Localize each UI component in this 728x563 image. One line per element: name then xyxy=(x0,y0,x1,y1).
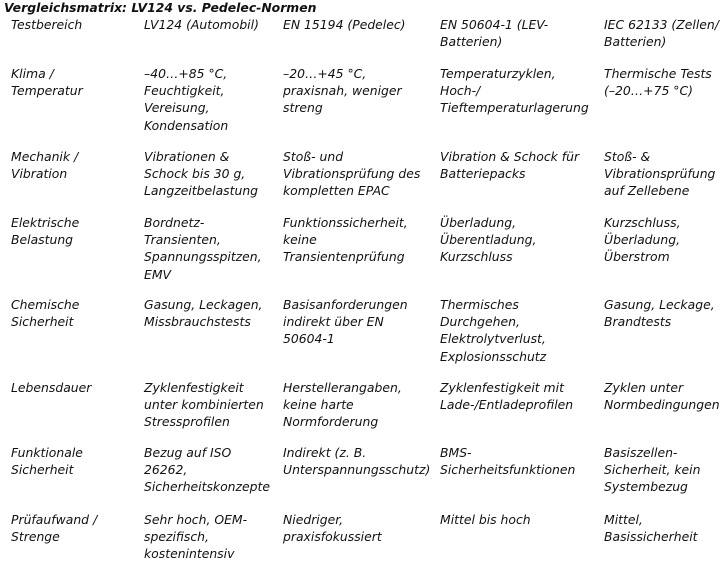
cell-line: Sicherheit xyxy=(11,314,74,330)
cell-line: Unterspannungsschutz) xyxy=(283,462,431,478)
cell-line: Zyklenfestigkeit mit xyxy=(440,380,564,395)
cell-line: –40…+85 °C, xyxy=(144,66,228,81)
cell-line: Funktionale xyxy=(11,445,83,460)
cell-line: Missbrauchstests xyxy=(144,314,251,330)
cell-lv124 xyxy=(144,379,272,431)
cell-line: Basisanforderungen xyxy=(283,297,408,312)
cell-line: Durchgehen, xyxy=(440,314,520,330)
cell-line: Strenge xyxy=(11,529,60,545)
matrix-title: Vergleichsmatrix: LV124 vs. Pedelec-Normen xyxy=(4,0,317,15)
cell-line: Bezug auf ISO xyxy=(144,445,232,460)
cell-line: Feuchtigkeit, xyxy=(144,83,225,99)
cell-line: Lade-/Entladeprofilen xyxy=(440,397,574,413)
cell-line: Brandtests xyxy=(604,314,672,330)
cell-line: Kurzschluss, xyxy=(604,215,681,230)
cell-line: EMV xyxy=(144,266,171,282)
cell-line: BMS- xyxy=(440,445,472,460)
header-cell-area xyxy=(11,16,126,33)
cell-line: praxisnah, weniger xyxy=(283,83,402,99)
cell-line: streng xyxy=(283,100,323,116)
cell-line: Sicherheitskonzepte xyxy=(144,479,271,495)
cell-line: Prüfaufwand / xyxy=(11,512,98,527)
cell-line: Indirekt (z. B. xyxy=(283,445,367,460)
cell-line: Mittel, xyxy=(604,512,643,527)
cell-line: keine harte xyxy=(283,397,354,413)
cell-line: Thermische Tests xyxy=(604,66,712,81)
cell-line: Sicherheit xyxy=(11,462,74,478)
cell-line: Überstrom xyxy=(604,249,670,265)
cell-line: Kurzschluss xyxy=(440,249,513,265)
cell-line: Basissicherheit xyxy=(604,529,698,545)
cell-line: indirekt über EN xyxy=(283,314,384,330)
cell-area xyxy=(11,511,126,545)
cell-lv124 xyxy=(144,148,272,200)
cell-line: Vibrationsprüfung des xyxy=(283,166,421,182)
cell-en50604 xyxy=(440,214,590,266)
cell-line: 50604-1 xyxy=(283,331,335,347)
cell-line: Tieftemperaturlagerung xyxy=(440,100,589,116)
cell-line: Überladung, xyxy=(440,215,517,230)
cell-en50604 xyxy=(440,379,590,413)
cell-line: Vereisung, xyxy=(144,100,210,116)
cell-en15194 xyxy=(283,65,425,117)
cell-line: Bordnetz- xyxy=(144,215,205,230)
cell-area xyxy=(11,214,126,248)
cell-line: Vibrationsprüfung xyxy=(604,166,716,182)
cell-line: Batterien) xyxy=(604,34,667,50)
cell-line: Niedriger, xyxy=(283,512,344,527)
cell-line: Gasung, Leckagen, xyxy=(144,297,263,312)
cell-lv124 xyxy=(144,511,272,563)
cell-line: Sicherheitsfunktionen xyxy=(440,462,576,478)
cell-line: Sicherheit, kein xyxy=(604,462,701,478)
cell-line: Lebensdauer xyxy=(11,380,92,395)
cell-en50604 xyxy=(440,444,590,478)
cell-en50604 xyxy=(440,148,590,182)
cell-line: Stressprofilen xyxy=(144,414,230,430)
cell-line: (–20…+75 °C) xyxy=(604,83,693,99)
cell-en50604 xyxy=(440,65,590,117)
cell-line: auf Zellebene xyxy=(604,183,690,199)
cell-iec62133 xyxy=(604,214,724,266)
cell-line: EN 50604-1 (LEV- xyxy=(440,17,549,32)
cell-line: Systembezug xyxy=(604,479,688,495)
cell-line: Temperatur xyxy=(11,83,83,99)
cell-lv124 xyxy=(144,296,272,330)
cell-lv124 xyxy=(144,444,272,496)
cell-line: Batteriepacks xyxy=(440,166,526,182)
cell-line: Testbereich xyxy=(11,17,83,32)
cell-iec62133 xyxy=(604,65,724,99)
cell-line: Stoß- und xyxy=(283,149,344,164)
cell-line: Batterien) xyxy=(440,34,503,50)
cell-en15194 xyxy=(283,214,425,266)
cell-line: –20…+45 °C, xyxy=(283,66,367,81)
cell-line: Temperaturzyklen, xyxy=(440,66,556,81)
cell-line: spezifisch, xyxy=(144,529,209,545)
cell-line: praxisfokussiert xyxy=(283,529,382,545)
cell-line: Zyklen unter xyxy=(604,380,684,395)
cell-iec62133 xyxy=(604,148,724,200)
cell-line: Normforderung xyxy=(283,414,379,430)
cell-iec62133 xyxy=(604,511,724,545)
cell-line: Explosionsschutz xyxy=(440,348,547,364)
cell-en15194 xyxy=(283,379,425,431)
cell-area xyxy=(11,65,126,99)
cell-area xyxy=(11,444,126,478)
cell-line: Herstellerangaben, xyxy=(283,380,402,395)
cell-line: Stoß- & xyxy=(604,149,651,164)
cell-line: unter kombinierten xyxy=(144,397,264,413)
cell-line: Überentladung, xyxy=(440,232,537,248)
cell-lv124 xyxy=(144,65,272,134)
cell-line: Langzeitbelastung xyxy=(144,183,259,199)
cell-area xyxy=(11,379,126,396)
cell-line: Spannungsspitzen, xyxy=(144,249,262,265)
cell-en15194 xyxy=(283,148,425,200)
cell-en15194 xyxy=(283,444,431,478)
cell-line: Schock bis 30 g, xyxy=(144,166,246,182)
cell-line: Normbedingungen xyxy=(604,397,720,413)
cell-line: Funktionssicherheit, xyxy=(283,215,408,230)
header-cell-en50604 xyxy=(440,16,590,50)
cell-line: Transientenprüfung xyxy=(283,249,405,265)
cell-iec62133 xyxy=(604,444,724,496)
cell-line: Hoch-/ xyxy=(440,83,481,99)
cell-line: Belastung xyxy=(11,232,74,248)
header-cell-en15194 xyxy=(283,16,425,33)
cell-lv124 xyxy=(144,214,272,283)
cell-line: keine xyxy=(283,232,317,248)
cell-en15194 xyxy=(283,511,425,545)
cell-line: Elektrische xyxy=(11,215,80,230)
cell-iec62133 xyxy=(604,379,724,413)
cell-line: Klima / xyxy=(11,66,54,81)
header-cell-iec62133 xyxy=(604,16,724,50)
cell-line: Basiszellen- xyxy=(604,445,678,460)
cell-line: IEC 62133 (Zellen/ xyxy=(604,17,719,32)
cell-en50604 xyxy=(440,296,590,365)
cell-line: Mechanik / xyxy=(11,149,79,164)
cell-line: LV124 (Automobil) xyxy=(144,17,259,32)
cell-line: kompletten EPAC xyxy=(283,183,390,199)
cell-line: Thermisches xyxy=(440,297,519,312)
cell-line: Chemische xyxy=(11,297,80,312)
cell-line: kostenintensiv xyxy=(144,546,235,562)
cell-line: Transienten, xyxy=(144,232,221,248)
cell-line: Vibration & Schock für xyxy=(440,149,580,164)
cell-en50604 xyxy=(440,511,590,528)
cell-line: Gasung, Leckage, xyxy=(604,297,715,312)
cell-line: EN 15194 (Pedelec) xyxy=(283,17,406,32)
cell-line: Vibration xyxy=(11,166,68,182)
cell-line: Vibrationen & xyxy=(144,149,230,164)
header-cell-lv124 xyxy=(144,16,272,33)
cell-line: 26262, xyxy=(144,462,188,478)
cell-area xyxy=(11,148,126,182)
cell-line: Zyklenfestigkeit xyxy=(144,380,244,395)
cell-line: Kondensation xyxy=(144,117,229,133)
cell-line: Mittel bis hoch xyxy=(440,512,531,527)
cell-line: Überladung, xyxy=(604,232,681,248)
cell-line: Elektrolytverlust, xyxy=(440,331,546,347)
cell-en15194 xyxy=(283,296,425,348)
cell-line: Sehr hoch, OEM- xyxy=(144,512,248,527)
cell-area xyxy=(11,296,126,330)
cell-iec62133 xyxy=(604,296,724,330)
